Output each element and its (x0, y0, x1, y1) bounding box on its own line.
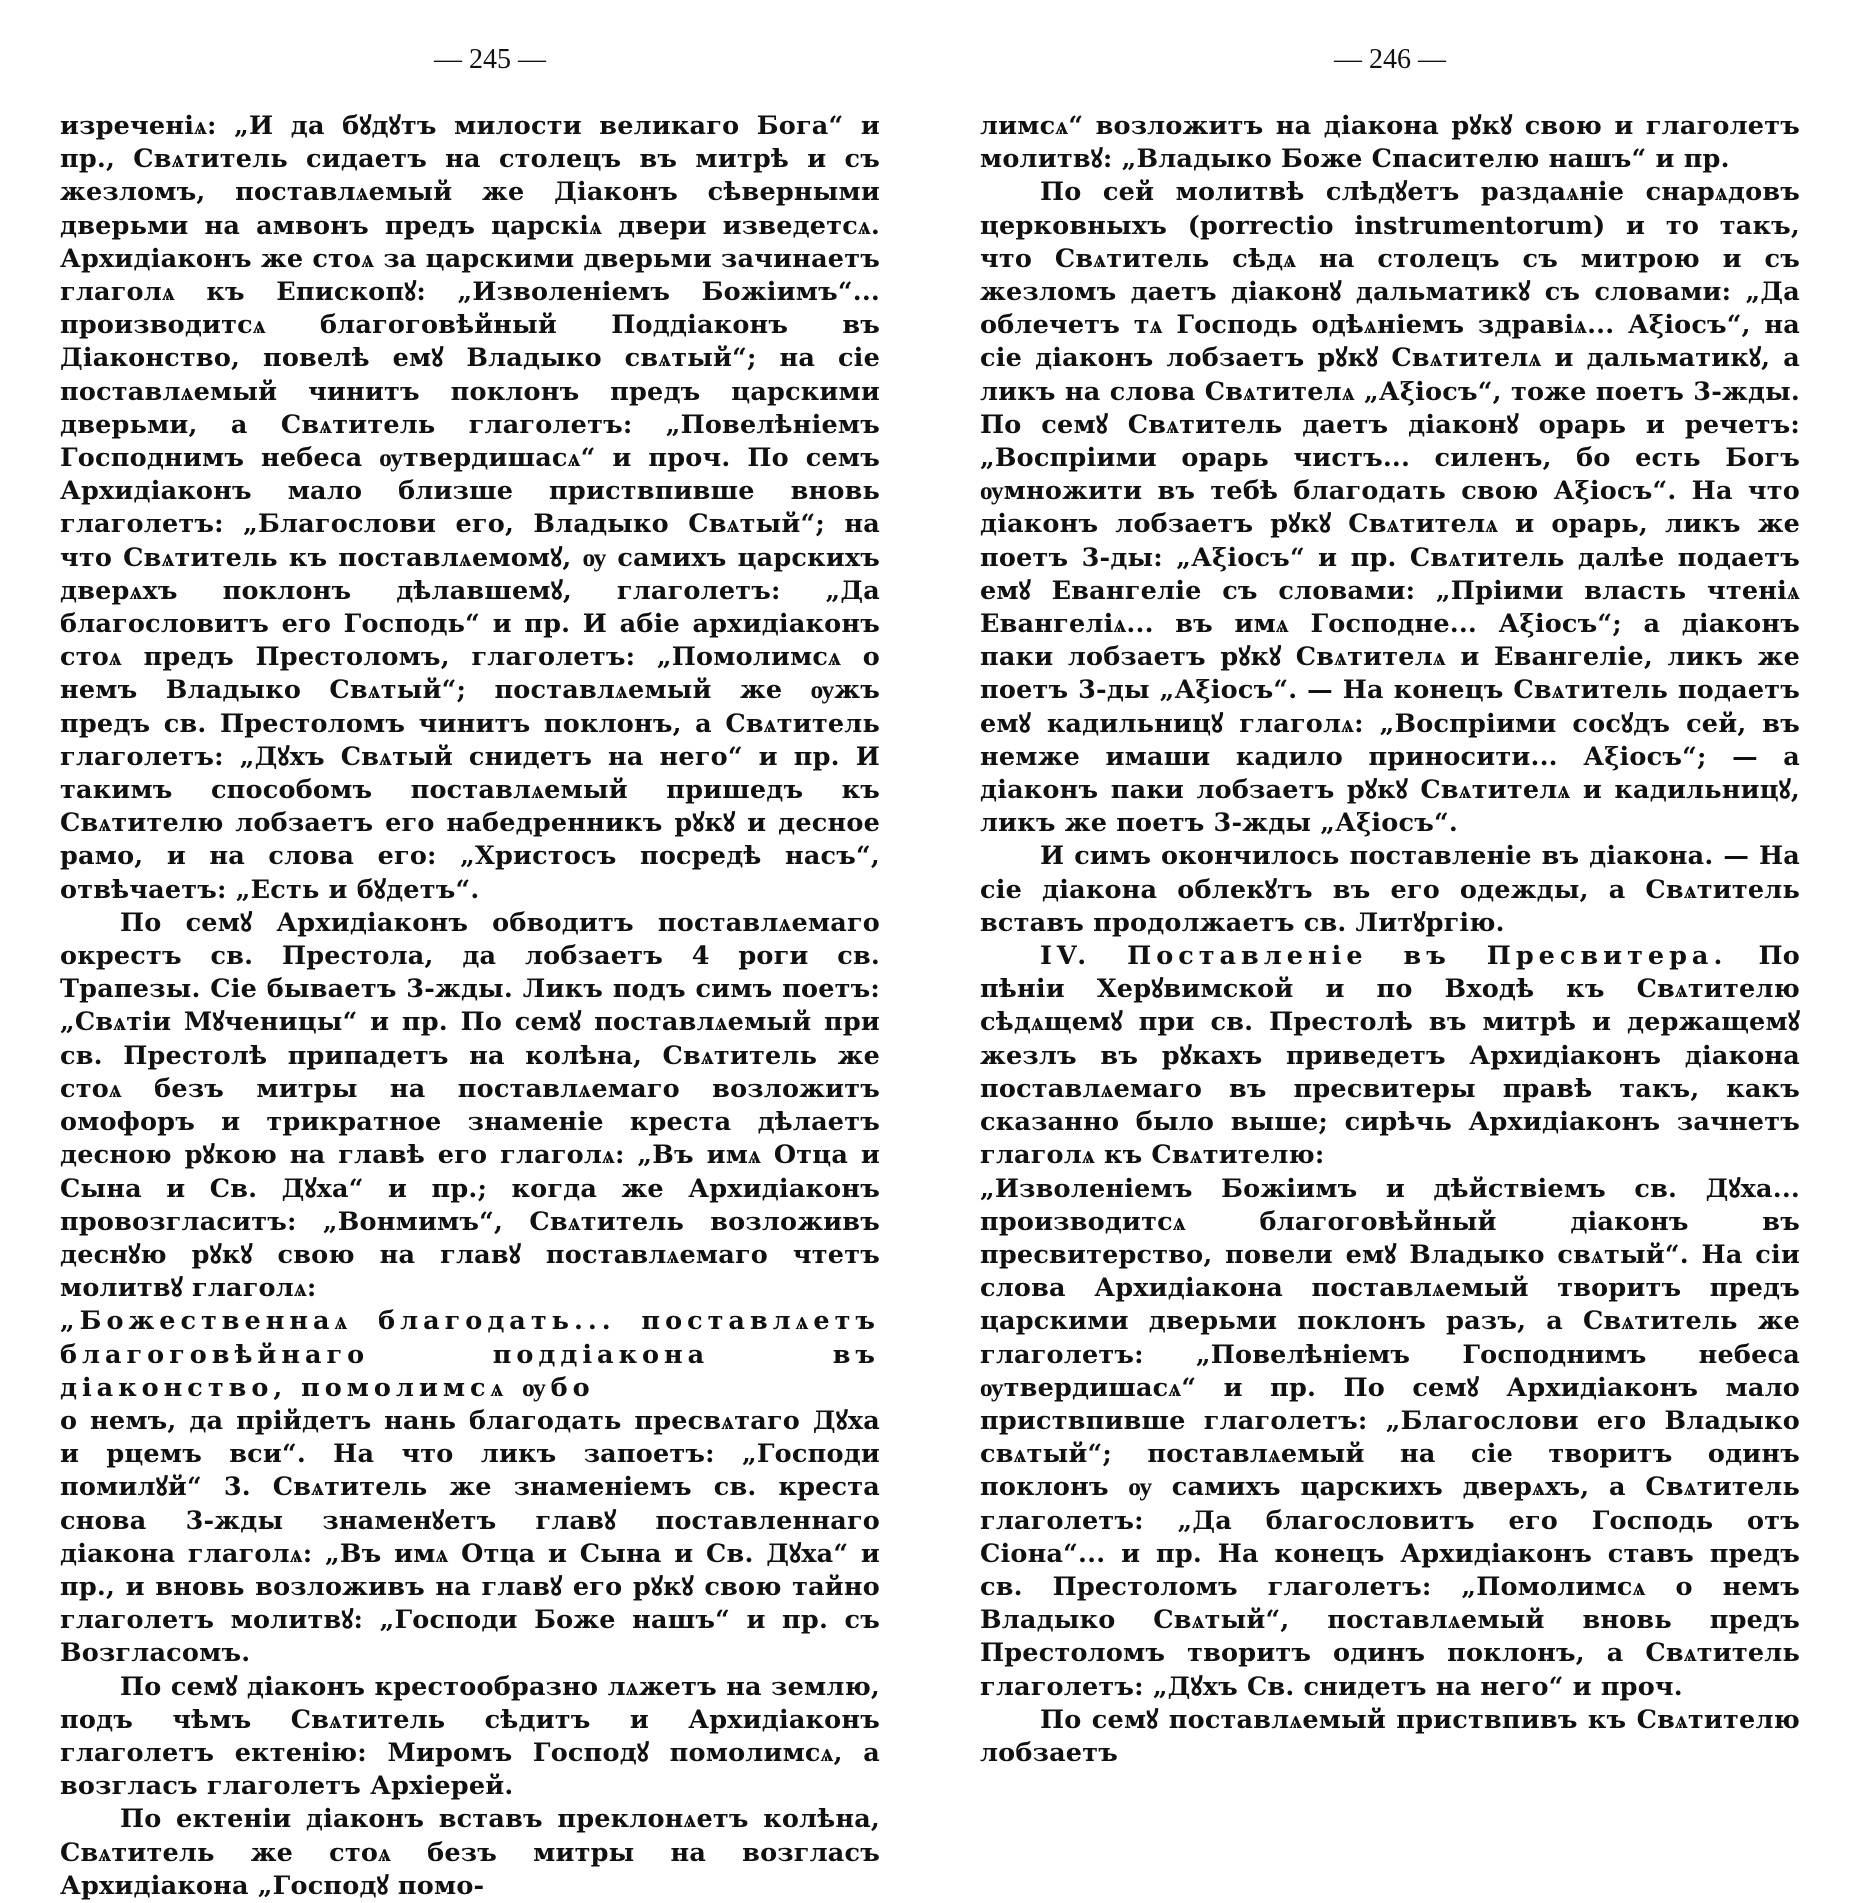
paragraph-3: И симъ окончилось поставленіе въ діакона. — На сіе діакона облекꙋтъ въ его одежды, а Свѧтитель вставъ продолжаетъ св. Литꙋргію. (980, 841, 1800, 938)
paragraph-1: изреченіѧ: „И да бꙋдꙋтъ милости великаго Бога“ и пр., Свѧтитель сидаетъ на столецъ въ митрѣ и съ жезломъ, поставлѧемый же Діаконъ сѣверными дверьми на амвонъ предъ царскіѧ двери изведетсѧ. Архидіаконъ же стоѧ за царскими дверьми зачинаетъ глаголѧ къ Епископꙋ: „Изволеніемъ Божіимъ“... производитсѧ благоговѣйный Поддіаконъ въ Діаконство, повелѣ емꙋ Владыко свѧтый“; на сіе поставлѧемый чинитъ поклонъ предъ царскими дверьми, а Свѧтитель глаголетъ: „Повелѣніемъ Господнимъ небеса ѹтвердишасѧ“ и проч. По семъ Архидіаконъ мало близше приствпивше вновь глаголетъ: „Благослови его, Владыко Свѧтый“; на что Свѧтитель къ поставлѧемомꙋ, ѹ самихъ царскихъ дверѧхъ поклонъ дѣлавшемꙋ, глаголетъ: „Да благословитъ его Господь“ и пр. И абіе архидіаконъ стоѧ предъ Престоломъ, глаголетъ: „Помолимсѧ о немъ Владыко Свѧтый“; поставлѧемый же ѹжъ предъ св. Престоломъ чинитъ поклонъ, а Свѧтитель глаголетъ: „Дꙋхъ Свѧтый снидетъ на него“ и пр. И такимъ способомъ поставлѧемый пришедъ къ Свѧтителю лобзаетъ его набедренникъ рꙋкꙋ и десное рамо, и на слова его: „Христосъ посредѣ насъ“, отвѣчаетъ: „Есть и бꙋдетъ“. (60, 111, 880, 905)
paragraph-4: По семꙋ діаконъ крестообразно лѧжетъ на землю, подъ чѣмъ Свѧтитель сѣдитъ и Архидіаконъ глаголетъ ектенію: Миромъ Господꙋ помолимсѧ, а возгласъ глаголетъ Архіерей. (60, 1671, 880, 1802)
paragraph-3: о немъ, да прійдетъ нань благодать пресвѧтаго Дꙋха и рцемъ вси“. На что ликъ запоетъ: „Господи помилꙋй“ 3. Свѧтитель же знаменіемъ св. креста снова 3-жды знаменꙋетъ главꙋ поставленнаго діакона глаголѧ: „Въ имѧ Отца и Сына и Св. Дꙋха“ и пр., и вновь возложивъ на главꙋ его рꙋкꙋ свою тайно глаголетъ молитвꙋ: „Господи Боже нашъ“ и пр. съ Возгласомъ. (60, 1405, 880, 1669)
left-page-body (60, 110, 880, 1903)
paragraph-5: По семꙋ поставлѧемый приствпивъ къ Свѧтителю лобзаетъ (980, 1704, 1800, 1768)
paragraph-2: По семꙋ Архидіаконъ обводитъ поставлѧемаго окрестъ св. Престола, да лобзаетъ 4 роги св. Трапезы. Сіе бываетъ 3-жды. Ликъ подъ симъ поетъ: „Свѧтіи Мꙋченицы“ и пр. По семꙋ поставлѧемый при св. Престолѣ припадетъ на колѣна, Свѧтитель же стоѧ безъ митры на поставлѧемаго возложитъ омофоръ и трикратное знаменіе креста дѣлаетъ десною рꙋкою на главѣ его глаголѧ: „Въ имѧ Отца и Сына и Св. Дꙋха“ и пр.; когда же Архидіаконъ провозгласитъ: „Вонмимъ“, Свѧтитель возложивъ деснꙋю рꙋкꙋ свою на главꙋ поставлѧемаго чтетъ молитвꙋ глаголѧ: (60, 907, 880, 1304)
left-page (60, 0, 880, 1901)
section-heading-text: По пѣніи Херꙋвимской и по Входѣ къ Свѧтителю сѣдѧщемꙋ при св. Престолѣ въ митрѣ и держащемꙋ жезлъ въ рꙋкахъ приведетъ Архидіаконъ діакона поставлѧемаго въ пресвитеры правѣ такъ, какъ сказанно было выше; сирѣчь Архидіаконъ зачнетъ глаголѧ къ Свѧтителю: (980, 941, 1801, 1171)
section-heading: IV. Поставленіе въ Пресвитера. (1040, 941, 1728, 972)
paragraph-1: лимсѧ“ возложитъ на діакона рꙋкꙋ свою и глаголетъ молитвꙋ: „Владыко Боже Спасителю нашъ“ и пр. (980, 111, 1800, 175)
right-page (980, 0, 1801, 1768)
page-number-246: — 246 — (1334, 44, 1446, 75)
spaced-prayer-text: „Божественнаѧ благодать... поставлѧетъ благоговѣйнаго поддіакона въ діаконство, помолимсѧ ѹбо (60, 1306, 880, 1403)
right-page-body (980, 110, 1800, 1770)
paragraph-2: По сей молитвѣ слѣдꙋетъ раздаѧніе снарѧдовъ церковныхъ (porrectio instrumentorum) и то такъ, что Свѧтитель сѣдѧ на столецъ съ митрою и съ жезломъ даетъ діаконꙋ дальматикꙋ съ словами: „Да облечетъ тѧ Господь одѣѧніемъ здравіѧ... Аξіосъ“, на сіе діаконъ лобзаетъ рꙋкꙋ Свѧтителѧ и дальматикꙋ, а ликъ на слова Свѧтителѧ „Аξіосъ“, тоже поетъ 3-жды. По семꙋ Свѧтитель даетъ діаконꙋ орарь и речетъ: „Воспріими орарь чистъ... силенъ, бо есть Богъ ѹмножити въ тебѣ благодать свою Аξіосъ“. На что діаконъ лобзаетъ рꙋкꙋ Свѧтителѧ и орарь, ликъ же поетъ 3-ды: „Аξіосъ“ и пр. Свѧтитель далѣе подаетъ емꙋ Евангеліе съ словами: „Пріими власть чтеніѧ Евангеліѧ... въ имѧ Господне... Аξіосъ“; а діаконъ паки лобзаетъ рꙋкꙋ Свѧтителѧ и Евангеліе, ликъ же поетъ 3-ды „Аξіосъ“. — На конецъ Свѧтитель подаетъ емꙋ кадильницꙋ глаголѧ: „Воспріими сосꙋдъ сей, въ немже имаши кадило приносити... Аξіосъ“; — а діаконъ паки лобзаетъ рꙋкꙋ Свѧтителѧ и кадильницꙋ, ликъ же поетъ 3-жды „Аξіосъ“. (980, 177, 1800, 839)
section-iv-paragraph (980, 940, 1800, 1172)
paragraph-4: „Изволеніемъ Божіимъ и дѣйствіемъ св. Дꙋха... производитсѧ благоговѣйный діаконъ въ пресвитерство, повели емꙋ Владыко свѧтый“. На сіи слова Архидіакона поставлѧемый творитъ предъ царскими дверьми поклонъ разъ, а Свѧтитель же глаголетъ: „Повелѣніемъ Господнимъ небеса ѹтвердишасѧ“ и пр. По семꙋ Архидіаконъ мало приствпивше глаголетъ: „Благослови его Владыко свѧтый“; поставлѧемый на сіе творитъ одинъ поклонъ ѹ самихъ царскихъ дверѧхъ, а Свѧтитель глаголетъ: „Да благословитъ его Господь отъ Сіона“... и пр. На конецъ Архидіаконъ ставъ предъ св. Престоломъ глаголетъ: „Помолимсѧ о немъ Владыко Свѧтый“, поставлѧемый вновь предъ Престоломъ творитъ одинъ поклонъ, а Свѧтитель глаголетъ: „Дꙋхъ Св. снидетъ на него“ и проч. (980, 1173, 1800, 1702)
page-number-245: — 245 — (434, 44, 546, 75)
paragraph-5: По ектеніи діаконъ вставъ преклонѧетъ колѣна, Свѧтитель же стоѧ безъ митры на возгласъ Архидіакона „Господꙋ помо- (60, 1804, 880, 1901)
